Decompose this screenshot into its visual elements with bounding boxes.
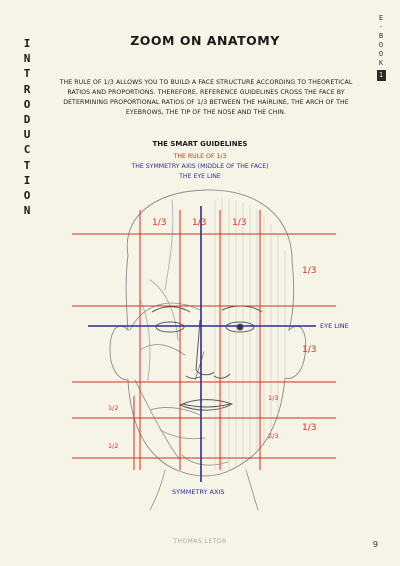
- head-sketch: [110, 190, 306, 510]
- vertical-letter: C: [23, 143, 31, 157]
- vertical-letter: U: [23, 128, 31, 142]
- page-title: ZOOM ON ANATOMY: [130, 33, 280, 48]
- page-number: 9: [372, 540, 378, 549]
- footer-author: THOMAS LETOR: [173, 538, 227, 545]
- top-third-3: 1/3: [232, 218, 247, 228]
- vertical-letter: O: [378, 41, 384, 49]
- vertical-letter: O: [23, 189, 31, 203]
- vertical-letter: -: [378, 23, 384, 31]
- vertical-letter: T: [23, 158, 31, 172]
- vertical-letter: I: [23, 173, 31, 187]
- top-third-1: 1/3: [152, 218, 167, 228]
- vertical-letter: O: [378, 50, 384, 58]
- thirds-guides: [72, 210, 336, 470]
- left-half-1: 1/2: [108, 404, 119, 412]
- small-third: 1/3: [268, 394, 279, 402]
- vertical-letter: T: [23, 67, 31, 81]
- eye-line-label: EYE LINE: [320, 322, 349, 330]
- vertical-letter: O: [23, 97, 31, 111]
- ebook-label: [374, 14, 388, 68]
- face-proportion-illustration: [0, 180, 400, 510]
- ebook-tab: [374, 14, 388, 81]
- intro-paragraph: THE RULE OF 1/3 ALLOWS YOU TO BUILD A FACE STRUCTURE ACCORDING TO THEORETICAL RATIOS AND PROPORTIONS. THEREFORE, REFERENCE GUIDELINES CROSS THE FACE BY DETERMINING PROPORTIONAL RATIOS OF 1/3 BETWEEN THE HAIRLINE, THE ARCH OF THE EYEBROWS, THE TIP OF THE NOSE AND THE CHIN.: [59, 79, 353, 116]
- top-third-2: 1/3: [192, 218, 207, 228]
- face-features: [152, 306, 262, 410]
- vertical-letter: K: [378, 59, 384, 67]
- ebook-number: 1: [377, 70, 386, 81]
- legend-eye-line: THE EYE LINE: [179, 173, 221, 180]
- symmetry-axis-label: SYMMETRY AXIS: [172, 488, 225, 496]
- vertical-letter: N: [23, 204, 31, 218]
- vertical-letter: D: [23, 113, 31, 127]
- guidelines-title: THE SMART GUIDELINES: [152, 140, 248, 148]
- vertical-letter: N: [23, 52, 31, 66]
- vertical-letter: I: [23, 37, 31, 50]
- vertical-letter: B: [378, 32, 384, 40]
- right-third-2: 1/3: [302, 345, 317, 355]
- face-shading: [215, 198, 285, 472]
- right-third-1: 1/3: [302, 266, 317, 276]
- vertical-letter: E: [378, 14, 384, 22]
- legend-rule-of-thirds: THE RULE OF 1/3: [173, 153, 227, 160]
- legend-symmetry-axis: THE SYMMETRY AXIS (MIDDLE OF THE FACE): [131, 163, 269, 170]
- two-thirds: 2/3: [268, 432, 279, 440]
- symmetry-and-eye-guides: [88, 206, 316, 482]
- right-third-3: 1/3: [302, 423, 317, 433]
- left-half-2: 1/2: [108, 442, 119, 450]
- vertical-letter: R: [23, 82, 31, 96]
